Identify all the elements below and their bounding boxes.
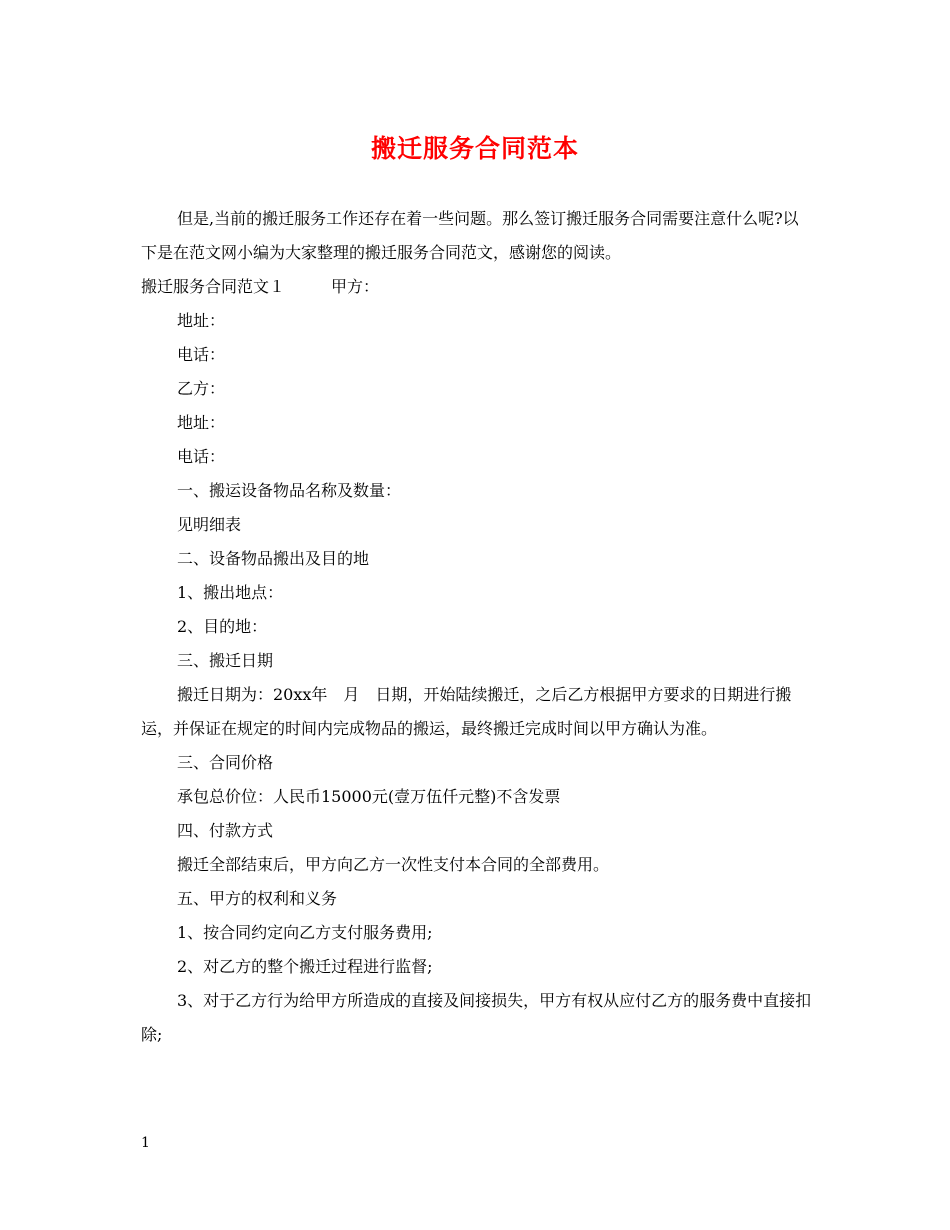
page-number: 1 (141, 1135, 150, 1151)
price-heading: 三、合同价格 (177, 753, 274, 772)
party-a-right-3: 3、对于乙方行为给甲方所造成的直接及间接损失，甲方有权从应付乙方的服务费中直接扣除; (141, 991, 812, 1044)
party-b-label: 乙方： (177, 379, 226, 398)
party-a-right-1: 1、按合同约定向乙方支付服务费用; (177, 923, 433, 942)
document-title: 搬迁服务合同范本 (370, 134, 579, 163)
relocation-date-paragraph: 搬迁日期为：20xx年 月 日期，开始陆续搬迁，之后乙方根据甲方要求的日期进行搬运，并保证在规定的时间内完成物品的搬运，最终搬迁完成时间以甲方确认为准。 (141, 685, 792, 738)
party-b-address: 地址： (177, 413, 226, 432)
party-a-phone: 电话： (177, 345, 226, 364)
section-3-heading: 三、搬迁日期 (177, 651, 274, 670)
sample-heading-line (141, 270, 813, 304)
party-a-rights-heading: 五、甲方的权利和义务 (177, 889, 338, 908)
destination: 2、目的地： (177, 617, 268, 636)
party-b-phone: 电话： (177, 447, 226, 466)
payment-heading: 四、付款方式 (177, 821, 274, 840)
party-a-label: 甲方： (331, 277, 380, 296)
payment-text: 搬迁全部结束后，甲方向乙方一次性支付本合同的全部费用。 (177, 855, 610, 874)
section-1-heading: 一、搬运设备物品名称及数量： (177, 481, 402, 500)
intro-paragraph: 但是,当前的搬迁服务工作还存在着一些问题。那么签订搬迁服务合同需要注意什么呢?以下是在范文网小编为大家整理的搬迁服务合同范文，感谢您的阅读。 (141, 209, 799, 262)
section-2-heading: 二、设备物品搬出及目的地 (177, 549, 370, 568)
party-a-address: 地址： (177, 311, 226, 330)
section-1-text: 见明细表 (177, 515, 242, 534)
sample-heading: 搬迁服务合同范文１ (141, 277, 286, 296)
price-text: 承包总价位：人民币15000元(壹万伍仟元整)不含发票 (177, 787, 561, 806)
document-body (141, 202, 813, 1052)
party-a-right-2: 2、对乙方的整个搬迁过程进行监督; (177, 957, 433, 976)
pickup-location: 1、搬出地点： (177, 583, 284, 602)
